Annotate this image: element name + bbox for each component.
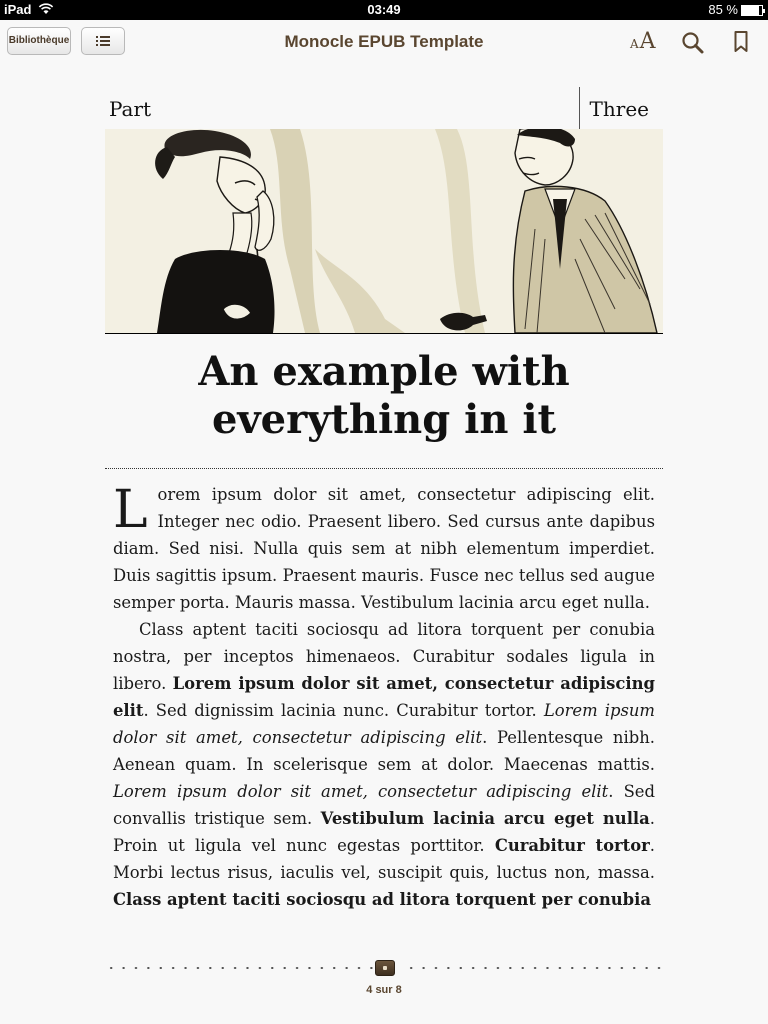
device-name: iPad	[4, 2, 32, 17]
page-indicator: 4 sur 8	[366, 984, 402, 996]
chapter-title	[105, 348, 663, 444]
status-bar	[0, 0, 768, 20]
illustration-drawing	[105, 129, 663, 333]
battery-percent: 85 %	[708, 2, 738, 17]
font-size-large-icon: A	[639, 29, 656, 54]
drop-cap: L	[113, 480, 148, 540]
paragraph-2: Class aptent taciti sociosqu ad litora torquent per conubia nostra, per inceptos himenaeos. Curabitur sodales ligula in libero. Lorem ipsum dolor sit amet, consectetur adipiscing elit. Sed dignissim lacinia nunc. Curabitur tortor. Lorem ipsum dolor sit amet, consectetur adipiscing elit. Pellentesque nibh. Aenean quam. In scelerisque sem at dolor. Maecenas mattis. Lorem ipsum dolor sit amet, consectetur adipiscing elit. Sed convallis tristique sem. Vestibulum lacinia arcu eget nulla. Proin ut ligula vel nunc egestas porttitor. Curabitur tortor. Morbi lectus risus, iaculis vel, suscipit quis, luctus non, massa. Class aptent taciti sociosqu ad litora torquent per conubia	[113, 620, 656, 909]
battery-icon	[741, 5, 763, 16]
paragraph-1: Lorem ipsum dolor sit amet, consectetur adipiscing elit. Integer nec odio. Praesent libero. Sed cursus ante dapibus diam. Sed nisi. Nulla quis sem at nibh elementum imperdiet. Duis sagittis ipsum. Praesent mauris. Fusce nec tellus sed augue semper porta. Mauris massa. Vestibulum lacinia arcu eget nulla.	[113, 480, 655, 612]
bookmark-icon[interactable]	[734, 31, 748, 53]
page-scrubber[interactable]	[105, 960, 663, 976]
font-size-button[interactable]	[630, 29, 656, 54]
chapter-title-line-2: everything in it	[211, 396, 557, 443]
chapter-body	[113, 481, 655, 913]
search-icon[interactable]	[681, 31, 705, 55]
part-header-right: Three	[589, 97, 649, 121]
dotted-divider	[105, 468, 663, 469]
font-size-small-icon: A	[630, 37, 639, 51]
book-title: Monocle EPUB Template	[284, 32, 484, 51]
reader-toolbar	[0, 20, 768, 64]
chapter-title-line-1: An example with	[198, 348, 570, 395]
clock: 03:49	[367, 2, 401, 17]
part-header	[105, 87, 663, 130]
scrubber-track-right[interactable]	[405, 967, 663, 969]
chapter-illustration	[105, 129, 663, 334]
part-header-left: Part	[109, 97, 152, 121]
header-divider	[579, 87, 580, 129]
library-button[interactable]: Bibliothèque	[7, 27, 71, 55]
scrubber-track-left[interactable]	[105, 967, 373, 969]
scrubber-thumb[interactable]	[375, 960, 395, 976]
